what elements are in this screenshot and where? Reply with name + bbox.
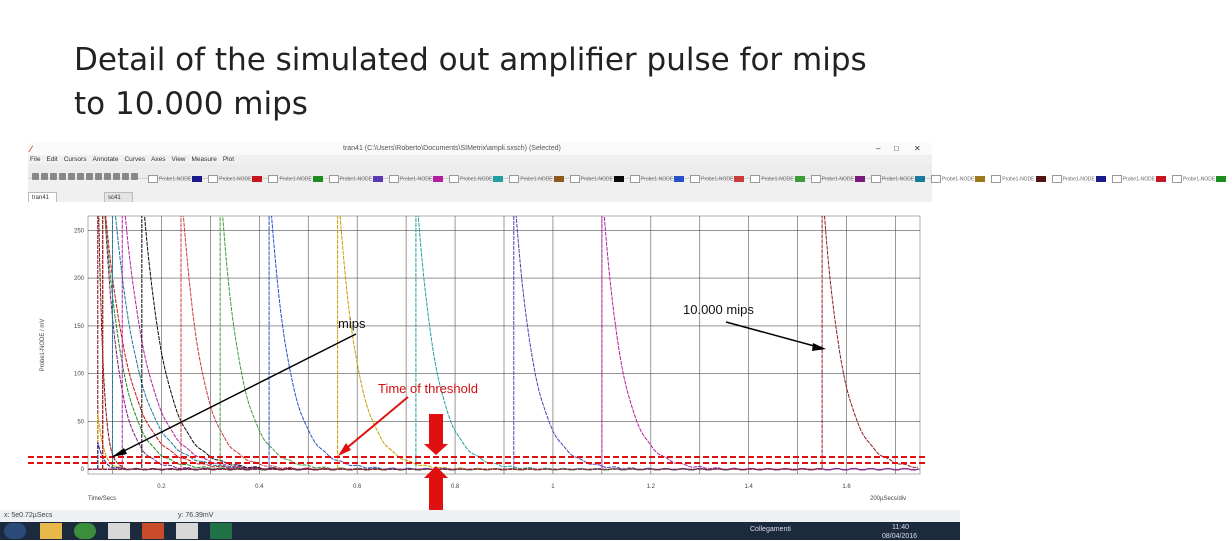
menu-cursors[interactable]: Cursors (63, 156, 87, 163)
y-tick-label: 150 (73, 323, 84, 330)
menu-axes[interactable]: Axes (151, 156, 166, 163)
y-tick-label: 0 (80, 467, 84, 474)
probe-label: Probe1-NODE (1062, 176, 1095, 182)
menu-measure[interactable]: Measure (191, 156, 217, 163)
probe-label: Probe1-NODE (1182, 176, 1216, 182)
probe-color-swatch (1036, 176, 1046, 182)
probe-label: Probe1-NODE (279, 176, 312, 182)
powerpoint-icon[interactable] (142, 523, 164, 539)
x-tick-label: 1 (551, 484, 555, 490)
close-button[interactable]: ✕ (914, 144, 921, 153)
y-axis-label: Probe1-NODE / mV (40, 318, 46, 372)
grid (88, 216, 920, 474)
menu-annotate[interactable]: Annotate (92, 156, 119, 163)
probe-color-swatch (975, 176, 985, 182)
clock-date: 08/04/2016 (882, 533, 918, 540)
slide-title: Detail of the simulated out amplifier pulse for mips to 10.000 mips (74, 42, 867, 122)
probe-checkbox[interactable] (1172, 175, 1182, 183)
y-tick-label: 50 (77, 419, 84, 426)
probe-color-swatch (1216, 176, 1226, 182)
probe-checkbox[interactable] (1052, 175, 1062, 183)
window-title: tran41 (C:\Users\Roberto\Documents\SIMetrix\ampli.sxsch) (Selected) (343, 145, 561, 152)
x-tick-label: 0.4 (255, 484, 264, 490)
tab-tran41[interactable]: tran41 (28, 192, 57, 203)
probe-label: Probe1-NODE (701, 176, 734, 182)
simetrix-taskbar-icon[interactable] (108, 523, 130, 539)
app-logo-icon: ∕ (30, 144, 32, 154)
mips-label: mips (338, 316, 366, 331)
tray-links[interactable]: Collegamenti (750, 526, 791, 533)
x-scale-label: 200µSecs/div (870, 496, 907, 502)
probe-label: Probe1-NODE (640, 176, 674, 182)
menu-file[interactable]: File (30, 156, 41, 163)
probe-label: Probe1-NODE (460, 176, 493, 182)
tab-sc41[interactable]: sc41 (104, 192, 133, 203)
menu-plot[interactable]: Plot (222, 156, 235, 163)
taskbar (0, 522, 960, 540)
explorer-icon[interactable] (40, 523, 62, 539)
probe-label: Probe1-NODE (881, 176, 915, 182)
probe-color-swatch (1096, 176, 1106, 182)
chrome-icon[interactable] (74, 523, 96, 539)
x-tick-label: 0.2 (157, 484, 166, 490)
probe-label: Probe1-NODE (219, 176, 252, 182)
x-tick-label: 0.8 (450, 484, 460, 490)
probe-label: Probe1-NODE (580, 176, 613, 182)
probe-label: Probe1-NODE (1122, 176, 1155, 182)
menu-edit[interactable]: Edit (46, 156, 58, 163)
y-tick-label: 250 (73, 228, 84, 235)
x-tick-label: 1.4 (744, 484, 753, 490)
max-mips-label: 10.000 mips (683, 302, 754, 317)
probe-label: Probe1-NODE (821, 176, 854, 182)
y-readout: y: 76.39mV (178, 512, 214, 519)
probe-checkbox[interactable] (1112, 175, 1122, 183)
y-tick-label: 100 (73, 371, 84, 378)
simetrix-taskbar-icon-2[interactable] (176, 523, 198, 539)
y-tick-label: 200 (73, 276, 84, 283)
x-tick-label: 1.2 (646, 484, 655, 490)
start-button[interactable] (4, 523, 26, 539)
clock-time: 11:40 (892, 524, 909, 531)
probe-color-swatch (1156, 176, 1166, 182)
probe-label: Probe1-NODE (159, 176, 192, 182)
probe-label: Probe1-NODE (942, 176, 975, 182)
probe-label: Probe1-NODE (761, 176, 794, 182)
menu-view[interactable]: View (171, 156, 186, 163)
excel-icon[interactable] (210, 523, 232, 539)
probe-legend-item[interactable] (1172, 175, 1226, 184)
x-tick-label: 1.6 (842, 484, 851, 490)
probe-checkbox[interactable] (991, 175, 1001, 183)
threshold-label: Time of threshold (378, 381, 478, 396)
probe-legend-item[interactable] (991, 175, 1045, 184)
minimize-button[interactable]: – (876, 144, 881, 153)
x-readout: x: 5e0.72µSecs (4, 512, 53, 519)
probe-legend-item[interactable] (1112, 175, 1166, 184)
probe-label: Probe1-NODE (1002, 176, 1035, 182)
probe-label: Probe1-NODE (399, 176, 433, 182)
probe-legend-item[interactable] (1052, 175, 1106, 184)
probe-label: Probe1-NODE (520, 176, 553, 182)
x-tick-label: 0.6 (353, 484, 362, 490)
maximize-button[interactable]: □ (894, 144, 899, 153)
probe-label: Probe1-NODE (339, 176, 372, 182)
menu-curves[interactable]: Curves (124, 156, 146, 163)
x-axis-label: Time/Secs (88, 496, 117, 502)
